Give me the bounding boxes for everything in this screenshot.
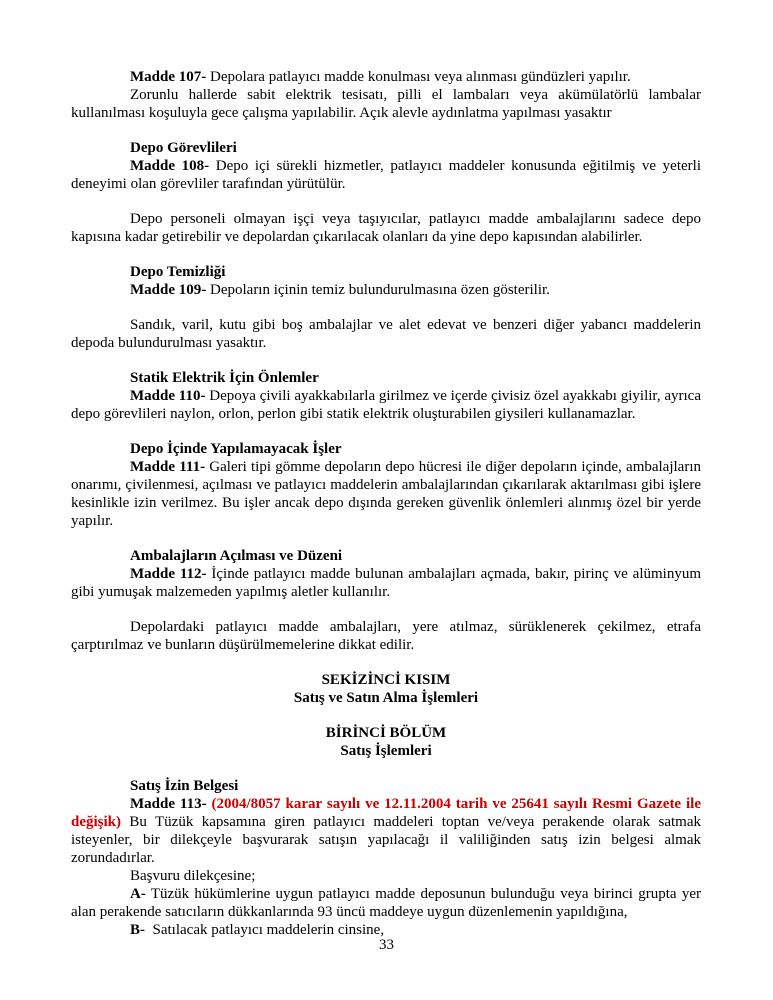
article-113 [71,795,701,867]
part-title: SEKİZİNCİ KISIM [321,672,451,688]
amendment-note: (2004/8057 karar sayılı ve 12.11.2004 tarih ve 25641 sayılı Resmi Gazete ile değişik) [71,796,701,830]
list-label: A- [130,886,146,902]
list-text: Satılacak patlayıcı maddelerin cinsine, [145,922,385,938]
article-label: Madde 110- [130,388,206,404]
article-112-paragraph: Depolardaki patlayıcı madde ambalajları, yere atılmaz, sürüklenerek çekilmez, etrafa çarptırılmaz ve bunların düşürülmemelerine dikkat edilir. [71,619,701,653]
part-subtitle: Satış ve Satın Alma İşlemleri [293,690,479,706]
article-108 [71,157,701,193]
section-heading-statik-elektrik: Statik Elektrik İçin Önlemler [130,370,319,386]
article-label: Madde 109- [130,282,207,298]
article-text: Galeri tipi gömme depoların depo hücresi ile diğer depoların içinde, ambalajların onarımı, çivilenmesi, açılması ve patlayıcı maddelerin ambalajlarından çıkarılarak aktarılması gibi işlere kesinlikle izin verilmez. Bu işler ancak depo dışında gereken güvenlik önlemleri alınmış özel bir yerde yapılır. [71,459,701,529]
article-label: Madde 112- [130,566,207,582]
article-108-paragraph: Depo personeli olmayan işçi veya taşıyıcılar, patlayıcı madde ambalajlarını sadece depo kapısına kadar getirebilir ve depolardan çıkarılacak olanları da yine depo kapısından alabilirler. [71,211,701,245]
article-112 [71,565,701,601]
article-109 [71,281,701,299]
article-text: Depolara patlayıcı madde konulması veya alınması gündüzleri yapılır. [206,69,631,85]
article-text: Depoya çivili ayakkabılarla girilmez ve içerde çivisiz özel ayakkabı giyilir, ayrıca depo görevlileri naylon, orlon, perlon gibi statik elektrik oluşturabilen giysileri kullanamazlar. [71,388,701,422]
article-107 [71,68,701,86]
article-110 [71,387,701,423]
section-heading-yapilamayacak-isler: Depo İçinde Yapılamayacak İşler [130,441,342,457]
article-113-intro: Başvuru dilekçesine; [130,868,256,884]
article-label: Madde 108- [130,158,210,174]
article-text: Depoların içinin temiz bulundurulmasına özen gösterilir. [206,282,550,298]
article-text: Bu Tüzük kapsamına giren patlayıcı maddeleri toptan ve/veya perakende olarak satmak isteyenler, bir dilekçeyle başvurarak satışın yapılacağı il valiliğinden satış izin belgesi almak zorundadırlar. [71,814,701,866]
article-107-paragraph: Zorunlu hallerde sabit elektrik tesisatı, pilli el lambaları veya akümülatörlü lambalar kullanılması koşuluyla gece çalışma yapılabilir. Açık alevle aydınlatma yapılması yasaktır [71,87,701,121]
article-label: Madde 113- [130,796,207,812]
list-label: B- [130,922,145,938]
section-heading-depo-gorevlileri: Depo Görevlileri [130,140,237,156]
page-number: 33 [379,937,394,953]
chapter-subtitle: Satış İşlemleri [340,743,432,759]
article-text: İçinde patlayıcı madde bulunan ambalajları açmada, bakır, pirinç ve alüminyum gibi yumuşak malzemeden yapılmış aletler kullanılır. [71,566,701,600]
article-label: Madde 111- [130,459,206,475]
section-heading-satis-izin-belgesi: Satış İzin Belgesi [130,778,239,794]
chapter-title: BİRİNCİ BÖLÜM [325,725,447,741]
article-text: Depo içi sürekli hizmetler, patlayıcı maddeler konusunda eğitilmiş ve yeterli deneyimi olan görevliler tarafından yürütülür. [71,158,701,192]
list-item-a [71,885,701,921]
section-heading-ambalajlar: Ambalajların Açılması ve Düzeni [130,548,343,564]
section-heading-depo-temizligi: Depo Temizliği [130,264,226,280]
article-111 [71,458,701,530]
list-text: Tüzük hükümlerine uygun patlayıcı madde deposunun bulunduğu veya birinci grupta yer alan perakende satıcıların dükkanlarında 93 üncü maddeye uygun düzenlemenin yapıldığına, [71,886,701,920]
article-109-paragraph: Sandık, varil, kutu gibi boş ambalajlar ve alet edevat ve benzeri diğer yabancı maddelerin depoda bulundurulması yasaktır. [71,317,701,351]
article-label: Madde 107- [130,69,207,85]
document-page [71,68,701,939]
